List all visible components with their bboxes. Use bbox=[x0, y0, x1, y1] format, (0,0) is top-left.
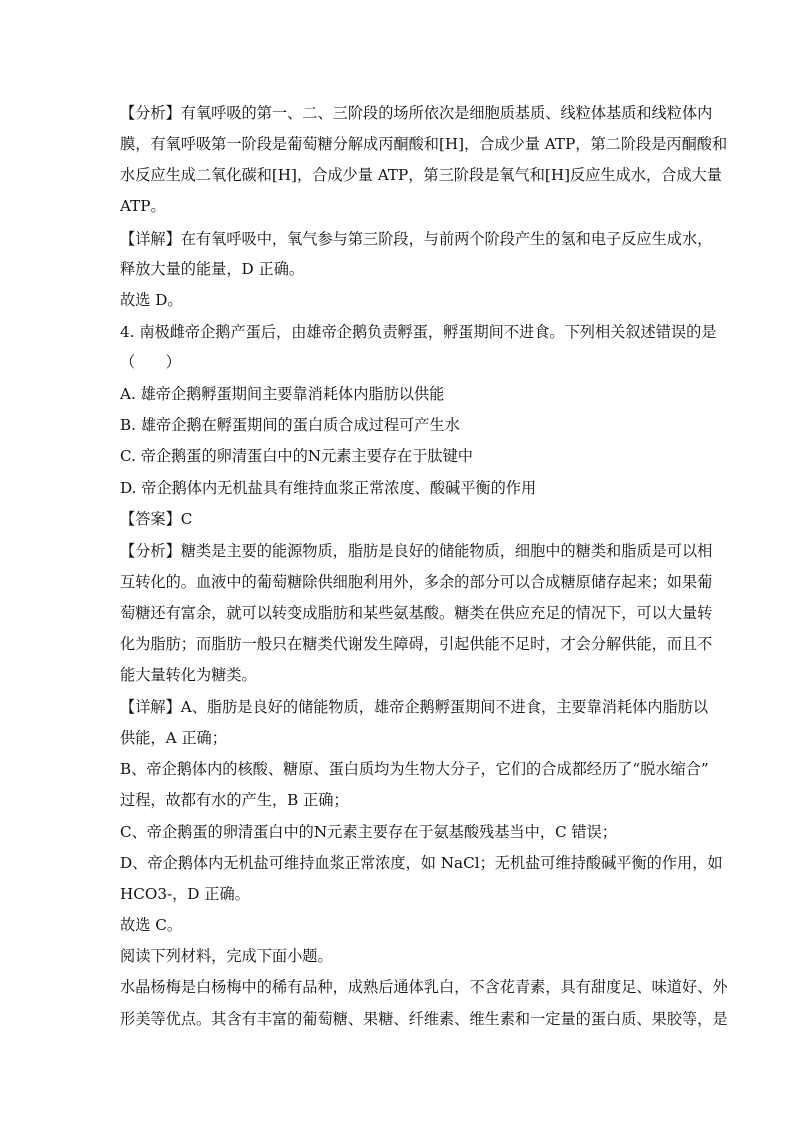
text-line: 故选 D。 bbox=[120, 291, 183, 309]
option-b: B. 雄帝企鹅在孵蛋期间的蛋白质合成过程可产生水 bbox=[120, 416, 460, 434]
text-line: 水晶杨梅是白杨梅中的稀有品种，成熟后通体乳白，不含花青素，具有甜度足、味道好、外 bbox=[120, 978, 728, 996]
text-line: 【分析】有氧呼吸的第一、二、三阶段的场所依次是细胞质基质、线粒体基质和线粒体内 bbox=[120, 104, 713, 122]
text-line: 【分析】糖类是主要的能源物质，脂肪是良好的储能物质，细胞中的糖类和脂质是可以相 bbox=[120, 542, 713, 560]
text-line: HCO3-，D 正确。 bbox=[120, 885, 250, 903]
text-line: 膜，有氧呼吸第一阶段是葡萄糖分解成丙酮酸和[H]，合成少量 ATP，第二阶段是丙酮酸和 bbox=[120, 135, 728, 153]
text-line: 故选 C。 bbox=[120, 916, 183, 934]
text-line: 互转化的。血液中的葡萄糖除供细胞利用外，多余的部分可以合成糖原储存起来；如果葡 bbox=[120, 573, 713, 591]
text-line: 萄糖还有富余，就可以转变成脂肪和某些氨基酸。糖类在供应充足的情况下，可以大量转 bbox=[120, 604, 713, 622]
text-line: 形美等优点。其含有丰富的葡萄糖、果糖、纤维素、维生素和一定量的蛋白质、果胶等，是 bbox=[120, 1010, 728, 1028]
text-line: 化为脂肪；而脂肪一般只在糖类代谢发生障碍，引起供能不足时，才会分解供能，而且不 bbox=[120, 635, 713, 653]
option-c: C. 帝企鹅蛋的卵清蛋白中的N元素主要存在于肽键中 bbox=[120, 447, 473, 465]
question-stem: 4. 南极雌帝企鹅产蛋后，由雄帝企鹅负责孵蛋，孵蛋期间不进食。下列相关叙述错误的是 bbox=[120, 323, 717, 341]
text-line: B、帝企鹅体内的核酸、糖原、蛋白质均为生物大分子，它们的合成都经历了“脱水缩合” bbox=[120, 760, 709, 778]
question-blank: （ ） bbox=[120, 353, 181, 371]
text-line: 过程，故都有水的产生，B 正确； bbox=[120, 791, 349, 809]
option-a: A. 雄帝企鹅孵蛋期间主要靠消耗体内脂肪以供能 bbox=[120, 385, 445, 403]
text-line: D、帝企鹅体内无机盐可维持血浆正常浓度，如 NaCl；无机盐可维持酸碱平衡的作用，如 bbox=[120, 854, 723, 872]
option-d: D. 帝企鹅体内无机盐具有维持血浆正常浓度、酸碱平衡的作用 bbox=[120, 479, 537, 497]
text-line: 供能，A 正确； bbox=[120, 729, 227, 747]
text-line: 阅读下列材料，完成下面小题。 bbox=[120, 947, 333, 965]
text-line: ATP。 bbox=[120, 197, 166, 215]
text-line: 【详解】A、脂肪是良好的储能物质，雄帝企鹅孵蛋期间不进食，主要靠消耗体内脂肪以 bbox=[120, 698, 709, 716]
text-line: 水反应生成二氧化碳和[H]，合成少量 ATP，第三阶段是氧气和[H]反应生成水，合成大量 bbox=[120, 166, 722, 184]
text-line: C、帝企鹅蛋的卵清蛋白中的N元素主要存在于氨基酸残基当中，C 错误； bbox=[120, 823, 617, 841]
text-line: 能大量转化为糖类。 bbox=[120, 666, 257, 684]
text-line: 【详解】在有氧呼吸中，氧气参与第三阶段，与前两个阶段产生的氢和电子反应生成水， bbox=[120, 230, 713, 248]
answer-label: 【答案】C bbox=[120, 510, 193, 528]
text-line: 释放大量的能量，D 正确。 bbox=[120, 260, 305, 278]
